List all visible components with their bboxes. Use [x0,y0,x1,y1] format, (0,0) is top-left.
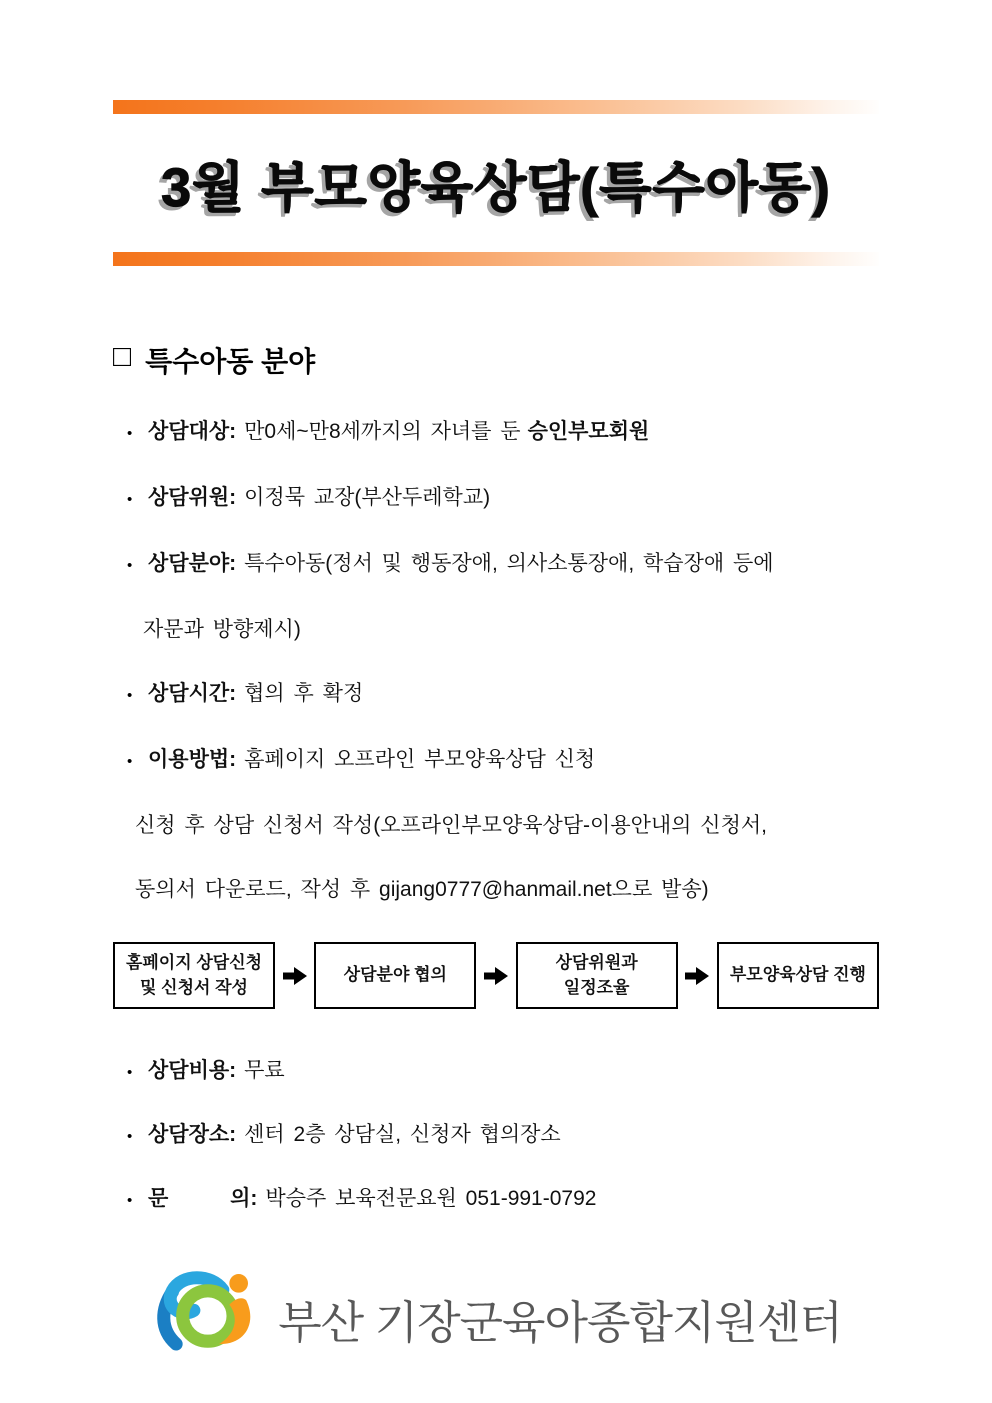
flow-step-consult-field [314,942,476,1009]
list-item-contact [113,1187,879,1213]
flow-step-line: 부모양육상담 진행 [729,965,866,985]
bullet-icon: • [127,491,133,508]
item-text: 특수아동(정서 및 행동장애, 의사소통장애, 학습장애 등에 [244,552,774,575]
item-label: 상담대상: [148,420,237,443]
list-item-field [113,552,879,578]
list-item-time [113,682,879,708]
bullet-icon: • [127,1192,133,1209]
center-logo-name: 부산 기장군육아종합지원센터 [278,1297,842,1348]
title-banner [113,114,879,252]
item-text: 만0세~만8세까지의 자녀를 둔 [244,420,521,443]
section-heading [113,340,879,380]
bullet-icon: • [127,687,133,704]
item-label: 상담위원: [148,486,237,509]
list-item-method-continuation-1 [113,814,879,838]
detail-list [113,420,879,902]
list-item-cost [113,1059,879,1085]
flow-step-line: 일정조율 [563,977,630,997]
item-text: 박승주 보육전문요원 051-991-0792 [265,1187,597,1210]
item-text: 센터 2층 상담실, 신청자 협의장소 [244,1123,561,1146]
footer-detail-list [113,1059,879,1213]
footer-logo [113,1269,879,1368]
arrow-right-icon [685,966,709,986]
flow-step-counseling [717,942,879,1009]
item-text: 이정묵 교장(부산두레학교) [244,486,491,509]
list-item-target [113,420,879,446]
item-text: 협의 후 확정 [244,682,364,705]
bullet-icon: • [127,1064,133,1081]
bullet-icon: • [127,1128,133,1145]
item-text: 동의서 다운로드, 작성 후 gijang0777@hanmail.net으로 발송) [135,878,709,901]
bullet-icon: • [127,557,133,574]
list-item-method [113,748,879,774]
flow-step-line: 상담분야 협의 [343,965,447,985]
item-text: 자문과 방향제시) [143,618,301,641]
item-label: 상담시간: [148,682,237,705]
section-heading-label: 특수아동 분야 [145,346,316,377]
flow-step-line: 홈페이지 상담신청 [125,952,263,972]
item-label: 상담장소: [148,1123,237,1146]
arrow-right-icon [484,966,508,986]
item-text: 홈페이지 오프라인 부모양육상담 신청 [244,748,596,771]
bullet-icon: • [127,425,133,442]
flow-step-schedule [516,942,678,1009]
process-flow-diagram [113,942,879,1009]
flow-step-apply [113,942,275,1009]
list-item-counselor [113,486,879,512]
item-label: 문 의: [148,1187,258,1210]
item-label: 상담비용: [148,1059,237,1082]
bullet-icon: • [127,753,133,770]
item-text: 무료 [244,1059,285,1082]
page-title: 3월 부모양육상담(특수아동) [161,157,831,218]
list-item-method-continuation-2 [113,878,879,902]
list-item-place [113,1123,879,1149]
bottom-gradient-bar [113,252,879,266]
item-label: 이용방법: [148,748,237,771]
flow-step-line: 및 신청서 작성 [140,977,248,997]
center-logo-mark-icon [150,1269,262,1368]
item-text: 신청 후 상담 신청서 작성(오프라인부모양육상담-이용안내의 신청서, [135,814,767,837]
top-gradient-bar [113,100,879,114]
item-label: 상담분야: [148,552,237,575]
item-bold-suffix: 승인부모회원 [527,420,650,443]
square-bullet-icon: □ [113,340,132,373]
list-item-field-continuation [113,618,879,642]
flow-step-line: 상담위원과 [555,952,638,972]
arrow-right-icon [283,966,307,986]
